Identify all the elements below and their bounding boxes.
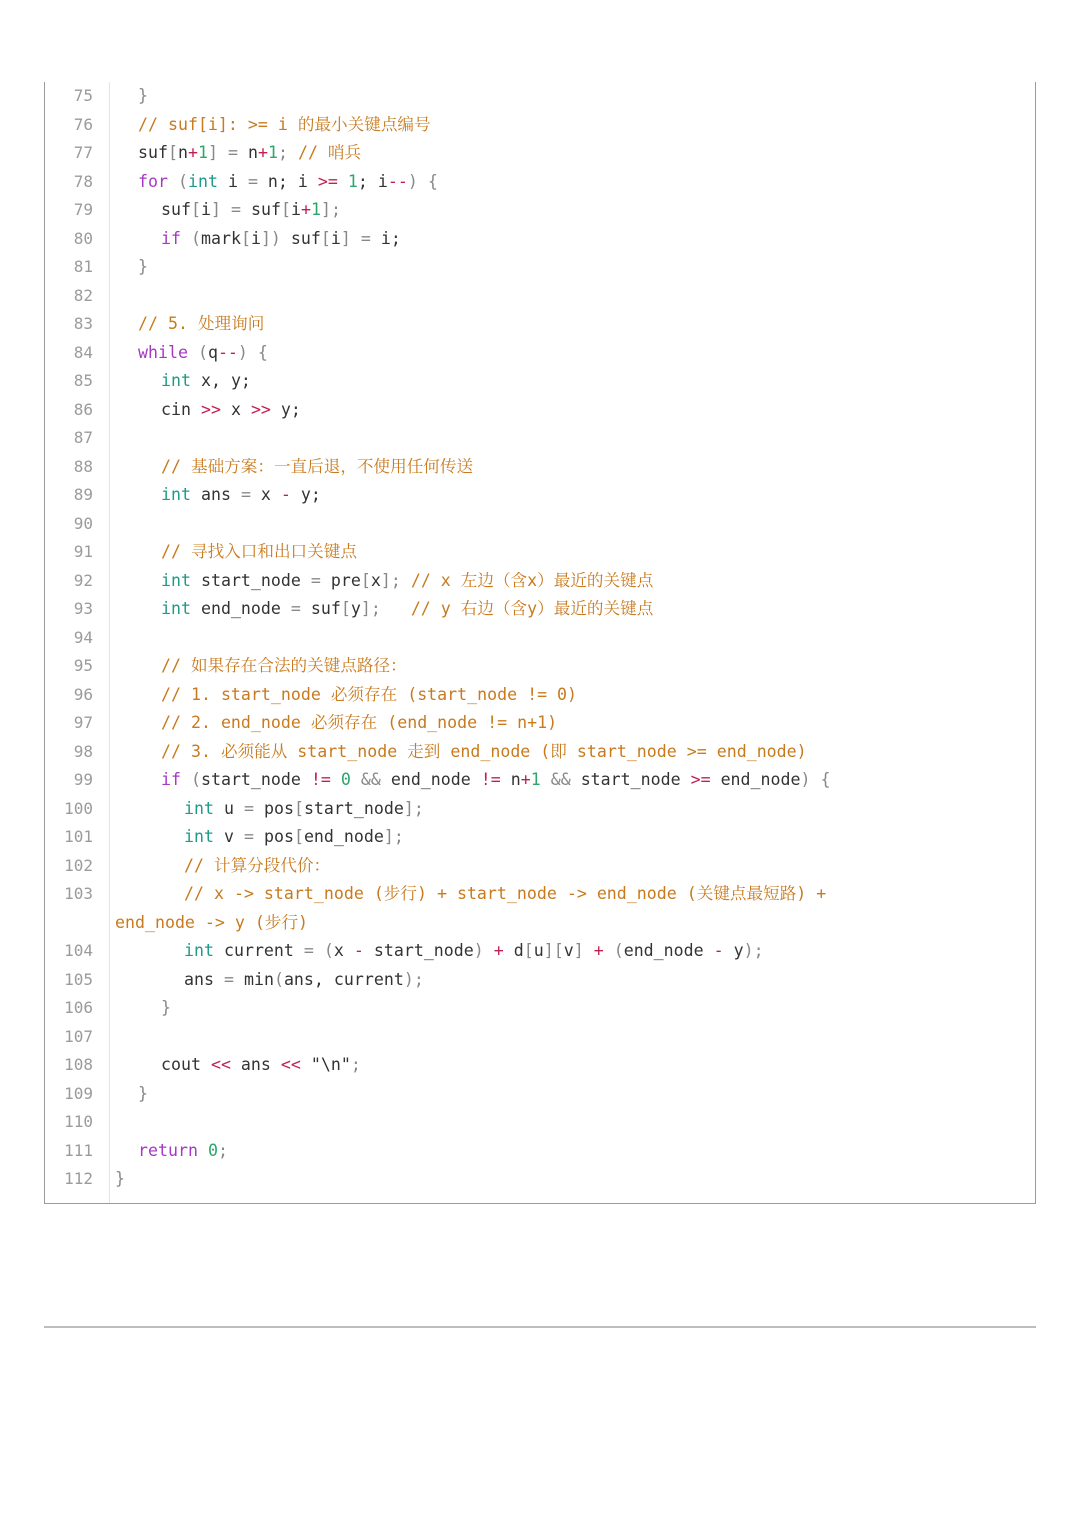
code-token: + [187, 143, 198, 162]
code-line [45, 709, 1035, 738]
code-token: + [493, 941, 504, 960]
line-number: 92 [73, 570, 93, 590]
code-line [45, 823, 1035, 852]
code-token: ); [403, 969, 424, 989]
line-number: 83 [73, 314, 93, 333]
code-token: int [187, 171, 218, 191]
code-token: current [213, 941, 304, 960]
line-number: 77 [73, 143, 93, 162]
code-token: - [353, 941, 364, 960]
code-token: ] [207, 143, 218, 162]
code-token: end_node [303, 827, 384, 846]
code-token: d [503, 941, 524, 960]
code-token: n [247, 143, 258, 162]
code-text [184, 937, 764, 966]
line-number: 109 [64, 1083, 93, 1103]
code-token: n; i [257, 171, 318, 191]
code-line [45, 367, 1035, 396]
code-token: [ [280, 200, 291, 219]
code-token: int [161, 485, 191, 504]
code-token: } [138, 1083, 148, 1103]
code-token: ; [217, 1140, 228, 1160]
code-line [45, 139, 1035, 168]
code-token: ][ [543, 941, 564, 960]
code-token: pre [320, 570, 361, 590]
code-text [138, 253, 148, 282]
code-token: << [210, 1055, 231, 1074]
code-text [161, 1051, 361, 1080]
code-token: start_node [570, 770, 691, 789]
code-line [45, 595, 1035, 624]
code-token: + [593, 941, 604, 960]
code-token: return [138, 1140, 198, 1160]
line-number: 88 [73, 456, 93, 476]
code-text [138, 168, 438, 197]
code-token [331, 770, 341, 789]
code-line [45, 1108, 1035, 1137]
code-block [44, 82, 1036, 1204]
code-token: i [200, 200, 211, 219]
line-number: 96 [73, 684, 93, 704]
code-text [184, 852, 330, 881]
line-number: 97 [73, 713, 93, 732]
code-line [45, 652, 1035, 681]
code-token: n [500, 770, 521, 789]
code-token: } [138, 86, 148, 105]
code-token: pos [253, 827, 294, 846]
code-token: v [563, 941, 574, 960]
code-line [45, 253, 1035, 282]
code-token: while [138, 342, 188, 362]
code-token: = [310, 570, 321, 590]
code-token: // x -> start_node (步行) + start_node -> end_node (关键点最短路) + [184, 884, 827, 903]
code-line [45, 225, 1035, 254]
line-number: 75 [73, 86, 93, 105]
code-token: = [303, 941, 314, 960]
code-token: n [177, 143, 188, 162]
line-number: 101 [64, 827, 93, 846]
code-token: int [161, 599, 191, 618]
line-number: 111 [64, 1140, 93, 1160]
code-token: >= [690, 770, 711, 789]
code-token: = [223, 969, 234, 989]
code-text-wrapped [115, 909, 308, 938]
code-token: x [370, 570, 381, 590]
code-token: && [360, 770, 381, 789]
code-token [541, 770, 551, 789]
page-divider [44, 1326, 1036, 1328]
code-token: // 如果存在合法的关键点路径： [161, 656, 407, 675]
code-token: ans [190, 485, 241, 504]
code-token: 1 [530, 770, 541, 789]
code-text [161, 367, 251, 396]
code-token: ) { [237, 342, 268, 362]
line-number: 102 [64, 855, 93, 875]
code-text [184, 880, 826, 909]
line-number: 91 [73, 542, 93, 561]
line-number: 99 [73, 770, 93, 789]
code-token: start_node [303, 798, 404, 818]
code-text [161, 567, 653, 596]
code-token: ( [603, 941, 624, 960]
line-number: 93 [73, 599, 93, 618]
code-token: int [184, 798, 214, 818]
code-text [161, 225, 401, 254]
code-token: - [713, 941, 724, 960]
code-token: } [161, 998, 171, 1017]
code-token: // 基础方案：一直后退，不使用任何传送 [161, 456, 474, 476]
code-text [184, 795, 424, 824]
code-token: [ [523, 941, 534, 960]
code-text [161, 738, 807, 767]
code-token: [ [360, 570, 371, 590]
code-token: ( [180, 770, 201, 789]
code-token: x [333, 941, 354, 960]
code-token: suf [250, 200, 281, 219]
code-token: + [257, 143, 268, 162]
code-token: // x 左边（含x）最近的关键点 [410, 570, 654, 590]
code-token: ( [273, 969, 284, 989]
code-token: end_node -> y (步行) [115, 912, 309, 932]
code-token: i [330, 228, 341, 248]
code-text [138, 1137, 228, 1166]
code-token: min [233, 969, 274, 989]
code-line [45, 453, 1035, 482]
line-number: 76 [73, 114, 93, 134]
code-token: 0 [207, 1140, 218, 1160]
code-token: x, y; [190, 371, 251, 390]
line-number: 80 [73, 228, 93, 248]
code-token: suf [161, 200, 191, 219]
code-line [45, 424, 1035, 453]
code-text [138, 310, 264, 339]
line-number: 103 [64, 884, 93, 903]
code-token: mark [200, 228, 241, 248]
code-token: ; [350, 1055, 361, 1074]
line-number: 106 [64, 998, 93, 1017]
line-number: 98 [73, 741, 93, 761]
code-token: cout [161, 1055, 211, 1074]
code-text [184, 823, 404, 852]
code-token: int [161, 371, 191, 390]
line-number: 85 [73, 371, 93, 390]
line-number: 104 [64, 941, 93, 960]
code-token: && [550, 770, 571, 789]
code-token: ]; [360, 599, 411, 618]
code-token: start_node [190, 570, 311, 590]
code-line [45, 994, 1035, 1023]
code-token: if [161, 770, 181, 789]
code-token: suf [138, 143, 168, 162]
line-number: 84 [73, 342, 93, 362]
code-token: y; [290, 485, 321, 504]
code-token: pos [253, 798, 294, 818]
code-token: = [350, 228, 381, 248]
code-token: ]; [380, 570, 411, 590]
code-token: >> [200, 399, 221, 419]
code-token: end_node [190, 599, 291, 618]
code-token: ]; [320, 200, 341, 219]
code-token: // 计算分段代价： [184, 855, 331, 875]
code-line [45, 396, 1035, 425]
code-text [161, 196, 341, 225]
code-line [45, 1080, 1035, 1109]
code-token: 1 [197, 143, 208, 162]
code-token: >> [250, 399, 271, 419]
code-token: start_node [200, 770, 311, 789]
code-line [45, 510, 1035, 539]
code-token: ) { [407, 171, 438, 191]
code-token: ); [743, 941, 764, 960]
code-text [161, 481, 321, 510]
code-token: != [480, 770, 501, 789]
code-token: x [220, 399, 251, 419]
code-token: ans, current [283, 969, 404, 989]
code-text [161, 766, 830, 795]
code-line [45, 1165, 1035, 1194]
code-token: 1 [347, 171, 358, 191]
code-line [45, 82, 1035, 111]
code-token: -- [217, 342, 238, 362]
code-line [45, 538, 1035, 567]
code-token: i; [380, 228, 401, 248]
code-text [161, 681, 577, 710]
code-token: != [310, 770, 331, 789]
code-token [351, 770, 361, 789]
code-text [115, 1165, 125, 1194]
code-token: = [290, 599, 301, 618]
code-token: suf [290, 228, 321, 248]
code-token: y [350, 599, 361, 618]
code-token: [ [293, 798, 304, 818]
code-token: end_node [380, 770, 481, 789]
line-number: 81 [73, 257, 93, 276]
code-token: for [138, 171, 168, 191]
code-token: [ [167, 143, 178, 162]
line-number: 79 [73, 200, 93, 219]
code-token: int [184, 941, 214, 960]
code-token: start_node [363, 941, 474, 960]
line-number: 86 [73, 399, 93, 419]
code-line [45, 111, 1035, 140]
code-token: ans [230, 1055, 281, 1074]
code-token: q [207, 342, 218, 362]
code-token: i [250, 228, 261, 248]
code-token: + [300, 200, 311, 219]
line-number: 105 [64, 969, 93, 989]
code-text [161, 453, 473, 482]
code-token: >= [317, 171, 338, 191]
code-token: end_node [710, 770, 801, 789]
code-token: [ [340, 599, 351, 618]
code-text [138, 1080, 148, 1109]
code-token: = [220, 200, 251, 219]
code-token: - [280, 485, 291, 504]
code-token: // 5. 处理询问 [138, 314, 265, 333]
code-token: [ [293, 827, 304, 846]
code-token: end_node [623, 941, 714, 960]
code-token: y; [270, 399, 301, 419]
code-token: = [247, 171, 258, 191]
code-text [138, 111, 431, 140]
code-token: 0 [340, 770, 351, 789]
code-token: } [138, 257, 148, 276]
code-token: -- [387, 171, 408, 191]
code-token: ; i [357, 171, 388, 191]
code-token: // 3. 必须能从 start_node 走到 end_node (即 start_node >= end_node) [161, 741, 807, 761]
code-token: ( [180, 228, 201, 248]
code-token: [ [190, 200, 201, 219]
code-token: // 寻找入口和出口关键点 [161, 542, 357, 561]
code-token: } [115, 1169, 125, 1188]
code-token: + [520, 770, 531, 789]
code-line [45, 624, 1035, 653]
code-token: i [217, 171, 248, 191]
code-text [138, 139, 361, 168]
code-line [45, 966, 1035, 995]
code-token: ]) [260, 228, 291, 248]
code-line [45, 738, 1035, 767]
code-text [138, 82, 148, 111]
code-token: v [213, 827, 244, 846]
code-line [45, 880, 1035, 937]
code-line [45, 852, 1035, 881]
code-line [45, 196, 1035, 225]
code-token: ) { [800, 770, 831, 789]
code-token: ] [210, 200, 221, 219]
code-token: [ [320, 228, 331, 248]
code-token: x [250, 485, 281, 504]
code-token: = [243, 827, 254, 846]
code-token [338, 172, 348, 191]
code-token: u [213, 798, 244, 818]
code-token: ] [573, 941, 594, 960]
code-token: ]; [383, 827, 404, 846]
code-token: // 哨兵 [297, 143, 362, 162]
code-token: // 2. end_node 必须存在 (end_node != n+1) [161, 713, 558, 732]
code-line [45, 168, 1035, 197]
code-token: y [723, 941, 744, 960]
code-token: ) [473, 941, 494, 960]
code-text [161, 709, 557, 738]
line-number: 112 [64, 1169, 93, 1188]
code-token: if [161, 228, 181, 248]
code-text [161, 396, 301, 425]
code-token: ; [277, 143, 298, 162]
code-token: // 1. start_node 必须存在 (start_node != 0) [161, 684, 578, 704]
line-number: 94 [73, 627, 93, 647]
code-token: i [290, 200, 301, 219]
code-token: // y 右边（含y）最近的关键点 [410, 599, 654, 618]
code-text [161, 652, 407, 681]
line-number: 110 [64, 1112, 93, 1131]
line-number: 78 [73, 171, 93, 191]
code-token: cin [161, 399, 201, 419]
code-line [45, 282, 1035, 311]
code-token: "\n" [300, 1055, 351, 1074]
code-token: 1 [267, 143, 278, 162]
code-line [45, 795, 1035, 824]
line-number: 90 [73, 513, 93, 533]
line-number: 100 [64, 798, 93, 818]
code-token: ( [187, 342, 208, 362]
code-text [161, 595, 653, 624]
line-number: 87 [73, 428, 93, 447]
code-token: suf [300, 599, 341, 618]
code-line [45, 567, 1035, 596]
code-text [184, 966, 424, 995]
code-token: ]; [403, 798, 424, 818]
code-token: ] [340, 228, 351, 248]
code-line [45, 481, 1035, 510]
line-number: 82 [73, 285, 93, 305]
code-text [161, 538, 357, 567]
code-token: = [217, 143, 248, 162]
code-line [45, 1137, 1035, 1166]
code-token: << [280, 1055, 301, 1074]
code-token: [ [240, 228, 251, 248]
code-text [138, 339, 268, 368]
line-number: 89 [73, 485, 93, 504]
code-token: = [243, 798, 254, 818]
code-token: u [533, 941, 544, 960]
code-line [45, 766, 1035, 795]
code-line [45, 310, 1035, 339]
code-token: int [184, 827, 214, 846]
code-token: ( [313, 941, 334, 960]
code-line [45, 339, 1035, 368]
code-token: // suf[i]: >= i 的最小关键点编号 [138, 114, 431, 134]
code-token: ( [167, 171, 188, 191]
code-line [45, 1051, 1035, 1080]
code-token: int [161, 570, 191, 590]
code-token: 1 [310, 200, 321, 219]
code-text [161, 994, 171, 1023]
code-token [198, 1141, 208, 1160]
code-token: = [240, 485, 251, 504]
code-line [45, 681, 1035, 710]
line-number: 107 [64, 1026, 93, 1046]
code-line [45, 1023, 1035, 1052]
line-number: 95 [73, 656, 93, 675]
code-token: ans [184, 969, 224, 989]
line-number: 108 [64, 1055, 93, 1074]
code-line [45, 937, 1035, 966]
